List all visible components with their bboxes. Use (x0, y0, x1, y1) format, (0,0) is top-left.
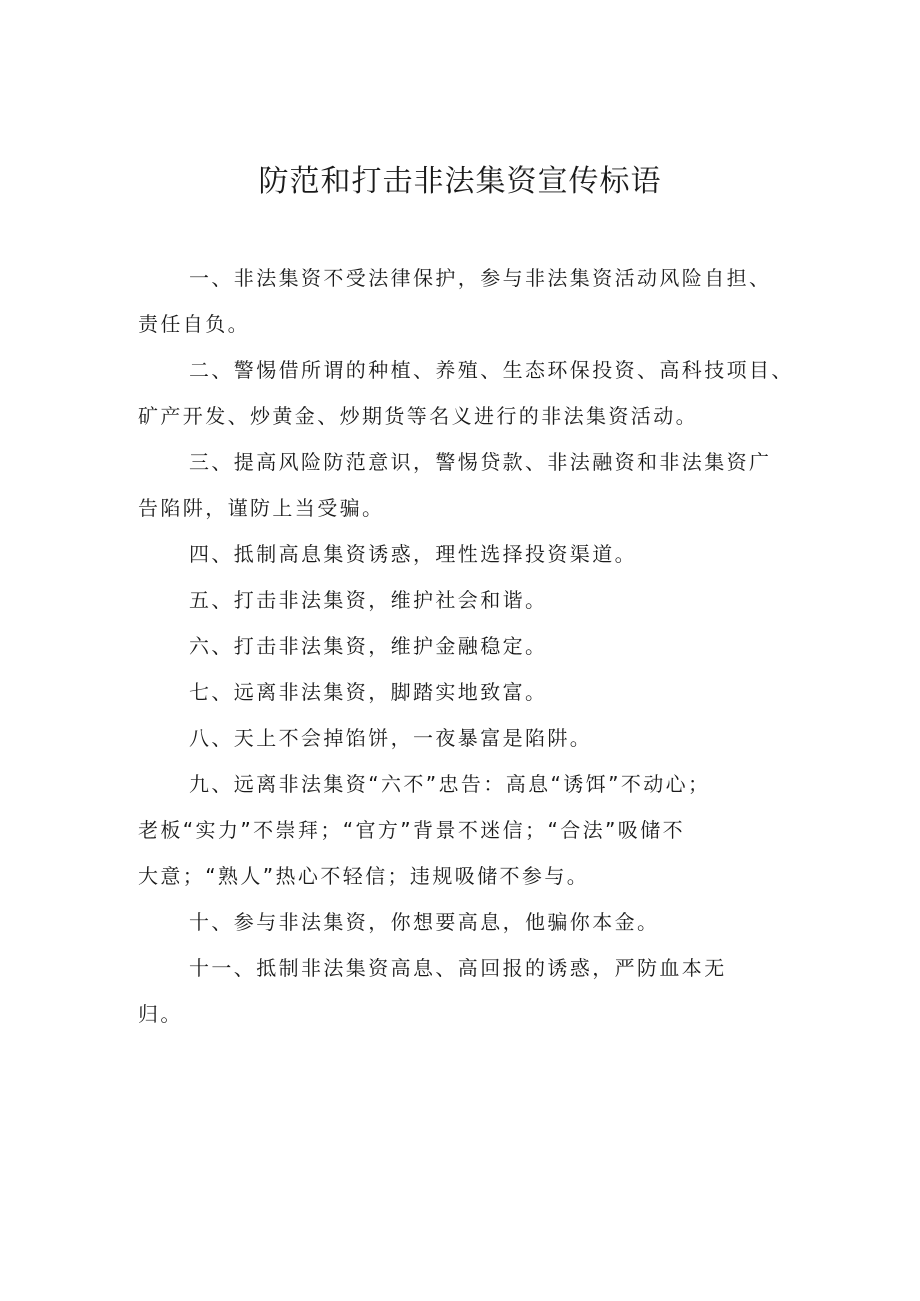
slogan-line: 四、抵制高息集资诱惑，理性选择投资渠道。 (189, 542, 637, 566)
slogan-line: 五、打击非法集资，维护社会和谐。 (189, 588, 548, 612)
slogan-line: 告陷阱，谨防上当受骗。 (138, 496, 385, 520)
slogan-line: 责任自负。 (138, 312, 250, 336)
slogan-line: 归。 (138, 1002, 183, 1026)
slogan-line: 十一、抵制非法集资高息、高回报的诱惑，严防血本无 (189, 956, 727, 980)
slogan-line: 二、警惕借所谓的种植、养殖、生态环保投资、高科技项目、 (189, 358, 794, 382)
slogan-item-8 (138, 715, 808, 761)
document-title: 防范和打击非法集资宣传标语 (258, 164, 662, 199)
slogan-list (138, 255, 808, 1037)
slogan-item-4 (138, 531, 808, 577)
slogan-line: 十、参与非法集资，你想要高息，他骗你本金。 (189, 910, 660, 934)
slogan-line: 大意；“熟人”热心不轻信；违规吸储不参与。 (138, 864, 590, 888)
slogan-line: 一、非法集资不受法律保护，参与非法集资活动风险自担、 (189, 266, 772, 290)
slogan-line: 六、打击非法集资，维护金融稳定。 (189, 634, 548, 658)
slogan-line: 矿产开发、炒黄金、炒期货等名义进行的非法集资活动。 (138, 404, 698, 428)
slogan-line: 三、提高风险防范意识，警惕贷款、非法融资和非法集资广 (189, 450, 772, 474)
slogan-line: 九、远离非法集资“六不”忠告：高息“诱饵”不动心； (189, 772, 711, 796)
slogan-item-2 (138, 347, 808, 439)
slogan-line: 老板“实力”不崇拜；“官方”背景不迷信；“合法”吸储不 (138, 818, 685, 842)
slogan-item-7 (138, 669, 808, 715)
slogan-item-3 (138, 439, 808, 531)
slogan-line: 七、远离非法集资，脚踏实地致富。 (189, 680, 548, 704)
slogan-item-1 (138, 255, 808, 347)
slogan-line: 八、天上不会掉馅饼，一夜暴富是陷阱。 (189, 726, 593, 750)
slogan-item-5 (138, 577, 808, 623)
slogan-item-6 (138, 623, 808, 669)
slogan-item-11 (138, 945, 808, 1037)
slogan-item-9 (138, 761, 808, 899)
slogan-item-10 (138, 899, 808, 945)
